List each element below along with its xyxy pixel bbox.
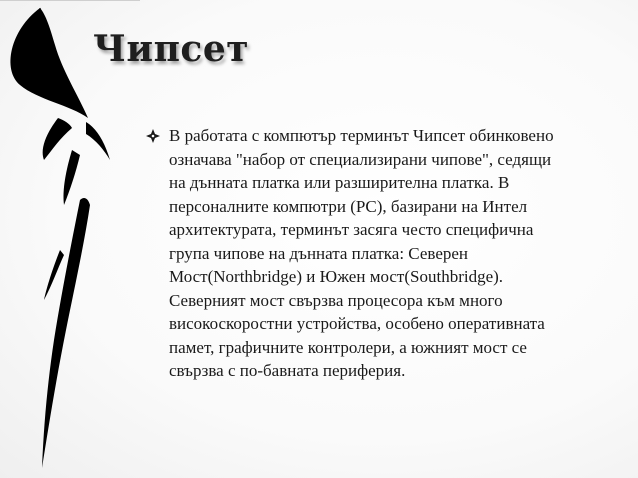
slide-title: Чипсет: [93, 28, 250, 70]
calligraphic-ornament-icon: [0, 0, 130, 478]
bullet-text: В работата с компютър терминът Чипсет обинковено означава "набор от специализирани чипове", седящи на дънната платка или разширителна платка. В персоналните компютри (PC), базирани на Интел архитектурата, терминът засяга често специфична група чипове на дънната платка: Северен Мост(Northbridge) и Южен мост(Southbridge). Северният мост свързва процесора към много високоскоростни устройства, особено оперативната памет, графичните контролери, а южният мост се свързва с по-бавната периферия.: [169, 126, 554, 380]
diamond-bullet-icon: [146, 129, 160, 143]
bullet-list: [146, 124, 556, 383]
list-item: [146, 124, 556, 383]
